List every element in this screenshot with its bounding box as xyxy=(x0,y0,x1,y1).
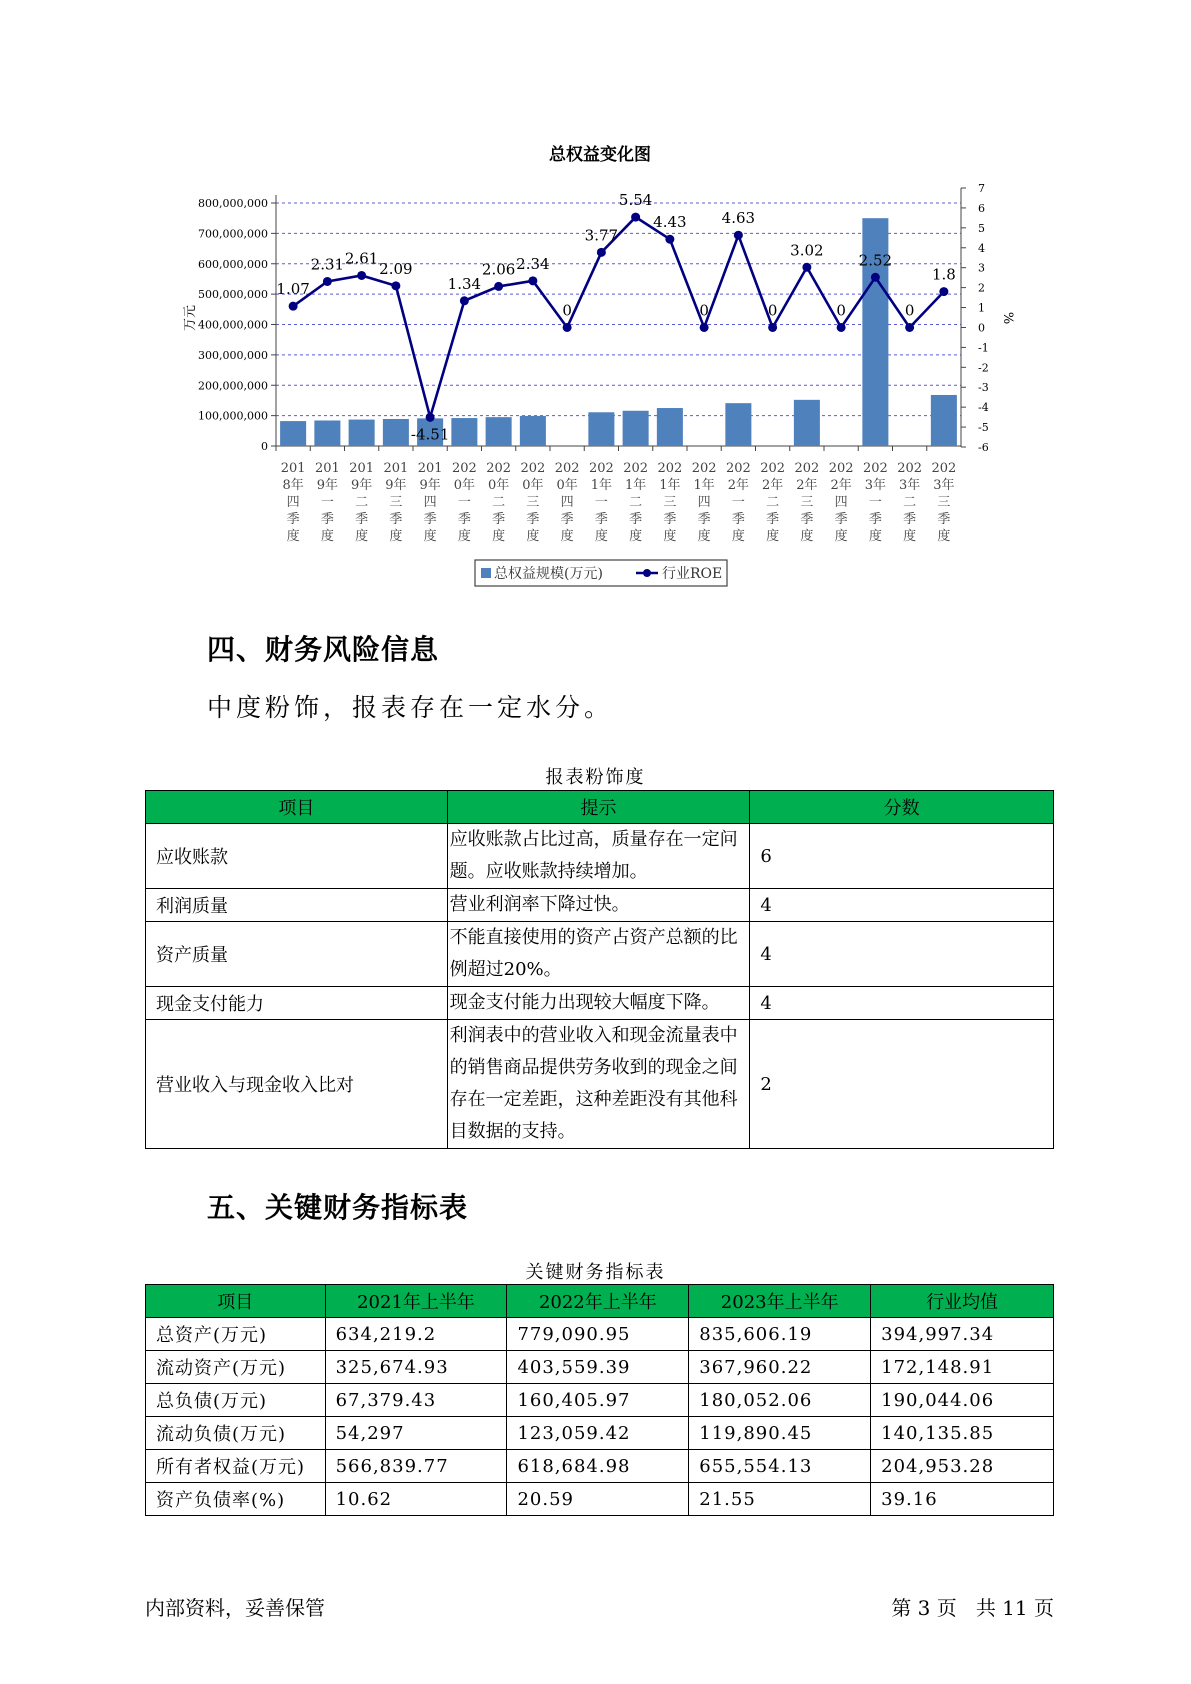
roe-data-label: 4.43 xyxy=(653,213,687,232)
y2-tick-label: -1 xyxy=(978,341,989,355)
table-row xyxy=(146,1020,1054,1149)
legend-line-label: 行业ROE xyxy=(662,566,723,582)
y-tick-label: 700,000,000 xyxy=(198,227,268,241)
table-row xyxy=(146,824,1054,889)
kpi-table-header-row xyxy=(146,1285,1054,1318)
bar xyxy=(794,400,820,446)
y-tick-label: 100,000,000 xyxy=(198,409,268,423)
risk-score: 4 xyxy=(750,922,1054,987)
kpi-table-caption: 关键财务指标表 xyxy=(525,1262,666,1283)
x-tick-label: 202 2年一季度 xyxy=(725,461,751,544)
roe-data-label: 1.34 xyxy=(447,274,482,293)
footer-page-number: 第 3 页 共 11 页 xyxy=(891,1596,1054,1620)
risk-table xyxy=(145,790,1054,1149)
bar xyxy=(931,395,957,446)
roe-data-label: 2.61 xyxy=(344,249,379,268)
kpi-value: 172,148.91 xyxy=(871,1351,1054,1384)
y2-tick-label: -3 xyxy=(978,381,989,395)
roe-point xyxy=(357,271,366,280)
roe-data-label: 5.54 xyxy=(618,191,653,210)
risk-header-score: 分数 xyxy=(750,791,1054,824)
y-axis-label: 万元 xyxy=(183,304,198,332)
risk-score: 4 xyxy=(750,987,1054,1020)
kpi-value: 123,059.42 xyxy=(507,1417,689,1450)
x-tick-label: 201 9年四季度 xyxy=(417,461,443,544)
bar xyxy=(623,411,649,446)
y2-tick-label: -6 xyxy=(978,441,989,454)
risk-item: 营业收入与现金收入比对 xyxy=(146,1020,448,1149)
x-tick-label: 202 3年一季度 xyxy=(862,461,888,544)
kpi-value: 634,219.2 xyxy=(325,1318,507,1351)
kpi-value: 367,960.22 xyxy=(689,1351,871,1384)
kpi-item: 流动负债(万元) xyxy=(146,1417,326,1450)
kpi-value: 618,684.98 xyxy=(507,1450,689,1483)
roe-data-label: 2.52 xyxy=(858,251,893,270)
risk-item: 资产质量 xyxy=(146,922,448,987)
y2-tick-label: 3 xyxy=(978,261,985,275)
roe-data-label: 2.31 xyxy=(310,255,345,274)
kpi-value: 67,379.43 xyxy=(325,1384,507,1417)
y-tick-label: 800,000,000 xyxy=(198,197,268,210)
risk-item: 现金支付能力 xyxy=(146,987,448,1020)
bar xyxy=(280,421,306,446)
roe-data-label: 2.09 xyxy=(379,259,413,278)
risk-tip: 利润表中的营业收入和现金流量表中的销售商品提供劳务收到的现金之间存在一定差距，这种差距没有其他科目数据的支持。 xyxy=(447,1020,750,1149)
x-tick-label: 202 2年二季度 xyxy=(760,461,786,544)
x-tick-label: 202 1年四季度 xyxy=(691,461,717,544)
risk-tip: 应收账款占比过高，质量存在一定问题。应收账款持续增加。 xyxy=(447,824,750,889)
risk-score: 2 xyxy=(750,1020,1054,1149)
roe-data-label: 1.8 xyxy=(931,265,956,284)
y2-tick-label: 7 xyxy=(978,182,985,195)
x-tick-label: 202 0年一季度 xyxy=(451,461,477,544)
kpi-value: 835,606.19 xyxy=(689,1318,871,1351)
bar xyxy=(349,420,375,446)
right-y-axis xyxy=(961,182,989,454)
bar xyxy=(520,416,546,446)
y-tick-label: 0 xyxy=(261,440,268,453)
kpi-value: 655,554.13 xyxy=(689,1450,871,1483)
roe-point xyxy=(426,413,435,422)
roe-data-label: 3.77 xyxy=(584,226,619,245)
kpi-header-2022: 2022年上半年 xyxy=(507,1285,689,1318)
y2-tick-label: 0 xyxy=(978,321,985,335)
roe-point xyxy=(665,235,674,244)
roe-point xyxy=(460,296,469,305)
y2-axis-label: % xyxy=(1000,311,1015,325)
section5-heading: 五、关键财务指标表 xyxy=(207,1191,469,1224)
roe-point xyxy=(700,323,709,332)
bar xyxy=(314,420,340,446)
kpi-value: 394,997.34 xyxy=(871,1318,1054,1351)
chart-legend xyxy=(475,560,727,586)
table-row xyxy=(146,987,1054,1020)
roe-point xyxy=(837,323,846,332)
kpi-item: 资产负债率(%) xyxy=(146,1483,326,1516)
footer-confidential: 内部资料，妥善保管 xyxy=(145,1596,325,1620)
roe-point xyxy=(494,282,503,291)
bar xyxy=(383,419,409,446)
y-tick-label: 200,000,000 xyxy=(198,379,268,393)
x-tick-label: 201 8年四季度 xyxy=(280,461,306,544)
legend-bar-swatch xyxy=(481,568,491,578)
risk-score: 6 xyxy=(750,824,1054,889)
kpi-value: 325,674.93 xyxy=(325,1351,507,1384)
roe-data-label: 0 xyxy=(562,301,572,320)
table-row xyxy=(146,1483,1054,1516)
y2-tick-label: 4 xyxy=(978,241,985,255)
roe-data-label: 1.07 xyxy=(276,280,310,299)
y2-tick-label: 1 xyxy=(978,301,985,315)
roe-data-label: 0 xyxy=(836,301,846,320)
roe-data-label: -4.51 xyxy=(410,425,450,444)
bar xyxy=(486,417,512,446)
x-tick-label: 202 1年一季度 xyxy=(588,461,614,544)
bar xyxy=(725,403,751,446)
x-tick-label: 202 0年二季度 xyxy=(486,461,512,544)
legend-line-marker xyxy=(643,569,651,577)
x-tick-label: 202 2年四季度 xyxy=(828,461,854,544)
roe-line-series xyxy=(276,191,955,443)
kpi-header-2021: 2021年上半年 xyxy=(325,1285,507,1318)
table-row xyxy=(146,1351,1054,1384)
roe-data-label: 3.02 xyxy=(790,241,824,260)
kpi-value: 403,559.39 xyxy=(507,1351,689,1384)
x-tick-label: 202 3年三季度 xyxy=(931,461,957,544)
y-tick-label: 300,000,000 xyxy=(198,348,268,362)
table-row xyxy=(146,1450,1054,1483)
equity-chart xyxy=(0,0,1191,600)
section4-summary: 中度粉饰，报表存在一定水分。 xyxy=(207,693,614,722)
roe-point xyxy=(871,273,880,282)
roe-data-label: 2.34 xyxy=(516,254,550,273)
roe-data-label: 2.06 xyxy=(481,260,516,279)
roe-point xyxy=(939,287,948,296)
bar-series xyxy=(280,218,957,446)
risk-tip: 营业利润率下降过快。 xyxy=(447,889,750,922)
roe-point xyxy=(631,213,640,222)
y2-tick-label: 5 xyxy=(978,221,985,235)
y2-tick-label: -4 xyxy=(978,401,989,415)
y2-tick-label: 2 xyxy=(978,281,985,295)
kpi-table xyxy=(145,1284,1054,1516)
kpi-value: 180,052.06 xyxy=(689,1384,871,1417)
x-tick-label: 202 1年二季度 xyxy=(623,461,649,544)
risk-header-tip: 提示 xyxy=(447,791,750,824)
roe-point xyxy=(802,263,811,272)
roe-point xyxy=(734,231,743,240)
roe-data-label: 4.63 xyxy=(721,209,756,228)
x-tick-label: 202 2年三季度 xyxy=(794,461,820,544)
risk-tip: 不能直接使用的资产占资产总额的比例超过20%。 xyxy=(447,922,750,987)
roe-point xyxy=(289,302,298,311)
risk-tip: 现金支付能力出现较大幅度下降。 xyxy=(447,987,750,1020)
bar xyxy=(657,408,683,446)
risk-table-caption: 报表粉饰度 xyxy=(545,767,646,788)
kpi-item: 总资产(万元) xyxy=(146,1318,326,1351)
x-tick-label: 201 9年二季度 xyxy=(349,461,375,544)
kpi-value: 160,405.97 xyxy=(507,1384,689,1417)
kpi-value: 779,090.95 xyxy=(507,1318,689,1351)
kpi-header-industry-avg: 行业均值 xyxy=(871,1285,1054,1318)
kpi-value: 140,135.85 xyxy=(871,1417,1054,1450)
risk-item: 应收账款 xyxy=(146,824,448,889)
risk-table-header-row xyxy=(146,791,1054,824)
risk-score: 4 xyxy=(750,889,1054,922)
risk-header-item: 项目 xyxy=(146,791,448,824)
chart-title: 总权益变化图 xyxy=(549,145,651,165)
kpi-value: 10.62 xyxy=(325,1483,507,1516)
kpi-value: 21.55 xyxy=(689,1483,871,1516)
bar xyxy=(451,418,477,446)
table-row xyxy=(146,1318,1054,1351)
roe-data-label: 0 xyxy=(699,301,709,320)
roe-line xyxy=(293,217,944,417)
kpi-item: 流动资产(万元) xyxy=(146,1351,326,1384)
roe-point xyxy=(597,248,606,257)
x-tick-label: 201 9年一季度 xyxy=(314,461,340,544)
kpi-value: 190,044.06 xyxy=(871,1384,1054,1417)
roe-data-label: 0 xyxy=(767,301,778,320)
table-row xyxy=(146,889,1054,922)
section4-heading: 四、财务风险信息 xyxy=(207,633,440,666)
table-row xyxy=(146,1417,1054,1450)
kpi-value: 566,839.77 xyxy=(325,1450,507,1483)
kpi-item: 所有者权益(万元) xyxy=(146,1450,326,1483)
x-tick-label: 202 0年三季度 xyxy=(520,461,546,544)
x-axis-labels xyxy=(276,446,956,544)
kpi-value: 54,297 xyxy=(325,1417,507,1450)
x-tick-label: 202 3年二季度 xyxy=(897,461,923,544)
kpi-item: 总负债(万元) xyxy=(146,1384,326,1417)
roe-point xyxy=(528,276,537,285)
y2-tick-label: -2 xyxy=(978,361,989,375)
kpi-value: 20.59 xyxy=(507,1483,689,1516)
kpi-value: 119,890.45 xyxy=(689,1417,871,1450)
kpi-value: 204,953.28 xyxy=(871,1450,1054,1483)
y-tick-label: 600,000,000 xyxy=(198,257,268,271)
legend-bar-label: 总权益规模(万元) xyxy=(494,566,603,582)
roe-point xyxy=(905,323,914,332)
kpi-value: 39.16 xyxy=(871,1483,1054,1516)
roe-point xyxy=(323,277,332,286)
table-row xyxy=(146,922,1054,987)
x-tick-label: 201 9年三季度 xyxy=(383,461,409,544)
x-tick-label: 202 0年四季度 xyxy=(554,461,580,544)
y-tick-label: 500,000,000 xyxy=(198,288,268,302)
y2-tick-label: 6 xyxy=(978,201,985,215)
kpi-header-2023: 2023年上半年 xyxy=(689,1285,871,1318)
roe-data-label: 0 xyxy=(904,301,915,320)
roe-point xyxy=(391,281,400,290)
table-row xyxy=(146,1384,1054,1417)
roe-point xyxy=(563,323,572,332)
kpi-header-item: 项目 xyxy=(146,1285,326,1318)
bar xyxy=(588,412,614,446)
y-tick-label: 400,000,000 xyxy=(198,318,268,332)
roe-point xyxy=(768,323,777,332)
x-tick-label: 202 1年三季度 xyxy=(657,461,683,544)
y2-tick-label: -5 xyxy=(978,421,989,435)
risk-item: 利润质量 xyxy=(146,889,448,922)
